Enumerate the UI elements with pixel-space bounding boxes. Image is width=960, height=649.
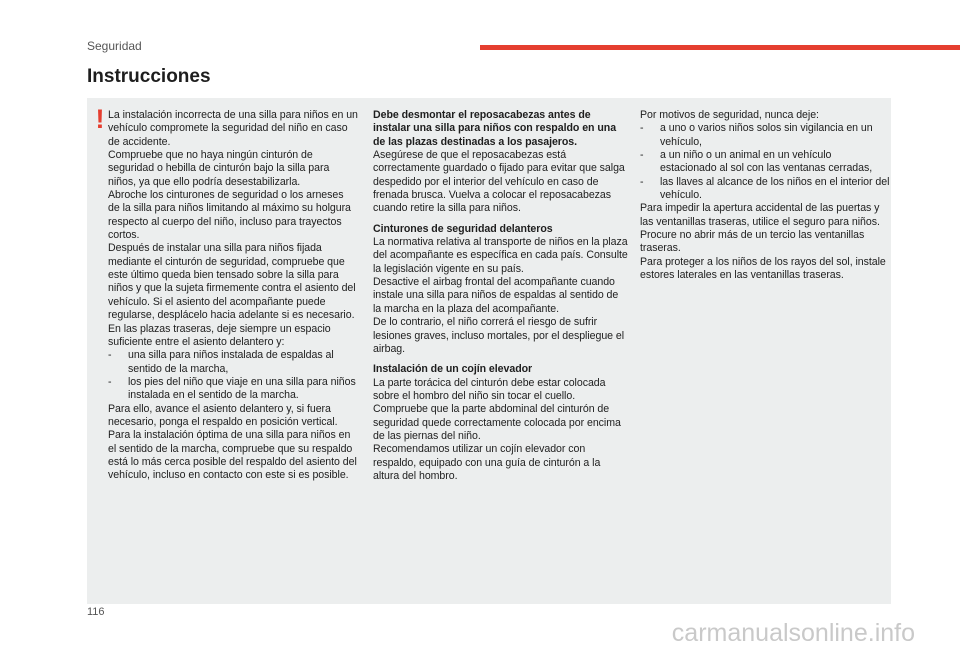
subheading: Debe desmontar el reposacabezas antes de instalar una silla para niños con respaldo en una de las plazas destinadas a los pasajeros. <box>373 109 617 148</box>
list-item-text: una silla para niños instalada de espaldas al sentido de la marcha, <box>128 349 334 375</box>
paragraph: Para impedir la apertura accidental de las puertas y las ventanillas traseras, utilice el seguro para niños. <box>640 202 880 228</box>
page-title: Instrucciones <box>87 66 211 87</box>
paragraph: Para la instalación óptima de una silla para niños en el sentido de la marcha, compruebe que su respaldo está lo más cerca posible del respaldo del asiento del vehículo, incluso en contacto con este si es posible. <box>108 429 357 482</box>
section-label: Seguridad <box>87 39 142 53</box>
paragraph: Compruebe que la parte abdominal del cinturón de seguridad quede correctamente colocada por encima de las piernas del niño. <box>373 403 621 442</box>
column-middle <box>373 109 628 483</box>
subheading: Instalación de un cojín elevador <box>373 363 533 376</box>
list-item: - las llaves al alcance de los niños en el interior del vehículo. <box>640 175 890 202</box>
watermark: carmanualsonline.info <box>671 619 915 647</box>
paragraph: La parte torácica del cinturón debe estar colocada sobre el hombro del niño sin tocar el cuello. <box>373 376 606 402</box>
paragraph: Procure no abrir más de un tercio las ventanillas traseras. <box>640 229 865 255</box>
section-accent-bar <box>480 45 960 50</box>
list-item: - a un niño o un animal en un vehículo estacionado al sol con las ventanas cerradas, <box>640 149 873 175</box>
list-item-text: a un niño o un animal en un vehículo estacionado al sol con las ventanas cerradas, <box>660 149 873 175</box>
list-item: - una silla para niños instalada de espaldas al sentido de la marcha, <box>108 349 334 375</box>
list-item-text: las llaves al alcance de los niños en el interior del vehículo. <box>660 175 890 202</box>
paragraph: La instalación incorrecta de una silla para niños en un vehículo compromete la seguridad del niño en caso de accidente. <box>108 109 358 148</box>
list-item: - a uno o varios niños solos sin vigilancia en un vehículo, <box>640 122 873 148</box>
paragraph: Para ello, avance el asiento delantero y, si fuera necesario, ponga el respaldo en posición vertical. <box>108 402 338 428</box>
paragraph: En las plazas traseras, deje siempre un espacio suficiente entre el asiento delantero y: <box>108 322 331 348</box>
page-number: 116 <box>87 606 105 618</box>
paragraph: Recomendamos utilizar un cojín elevador con respaldo, equipado con una guía de cinturón a la altura del hombro. <box>373 443 601 482</box>
paragraph: Desactive el airbag frontal del acompañante cuando instale una silla para niños de espaldas al sentido de la marcha en la plaza del acompañante. <box>373 276 619 315</box>
column-left <box>108 109 358 483</box>
column-right <box>640 109 890 282</box>
warning-icon: ! <box>95 104 105 134</box>
list-item-text: a uno o varios niños solos sin vigilancia en un vehículo, <box>660 122 873 148</box>
subheading: Cinturones de seguridad delanteros <box>373 222 553 235</box>
paragraph: Después de instalar una silla para niños fijada mediante el cinturón de seguridad, compruebe que este último queda bien tensado sobre la silla para niños y que la sujeta firmemente contra el asiento del vehículo. Si el asiento del acompañante puede regularse, desplácelo hacia adelante si es necesario. <box>108 242 356 322</box>
list-item-text: los pies del niño que viaje en una silla para niños instalada en el sentido de la marcha. <box>128 375 356 402</box>
paragraph: Para proteger a los niños de los rayos del sol, instale estores laterales en las ventanillas traseras. <box>640 255 886 282</box>
list-item: - los pies del niño que viaje en una silla para niños instalada en el sentido de la marcha. <box>108 375 356 402</box>
paragraph: Por motivos de seguridad, nunca deje: <box>640 109 819 121</box>
paragraph: De lo contrario, el niño correrá el riesgo de sufrir lesiones graves, incluso mortales, por el despliegue el airbag. <box>373 316 625 355</box>
paragraph: Abroche los cinturones de seguridad o los arneses de la silla para niños limitando al máximo su holgura respecto al cuerpo del niño, incluso para trayectos cortos. <box>108 189 351 242</box>
paragraph: Asegúrese de que el reposacabezas está correctamente guardado o fijado para evitar que salga despedido por el interior del vehículo en caso de frenada brusca. Vuelva a colocar el reposacabezas cuando retire la silla para niños. <box>373 149 625 215</box>
paragraph: Compruebe que no haya ningún cinturón de seguridad o hebilla de cinturón bajo la silla para niños, ya que ello podría desestabilizarla. <box>108 149 330 188</box>
paragraph: La normativa relativa al transporte de niños en la plaza del acompañante es específica en cada país. Consulte la legislación vigente en su país. <box>373 236 628 275</box>
